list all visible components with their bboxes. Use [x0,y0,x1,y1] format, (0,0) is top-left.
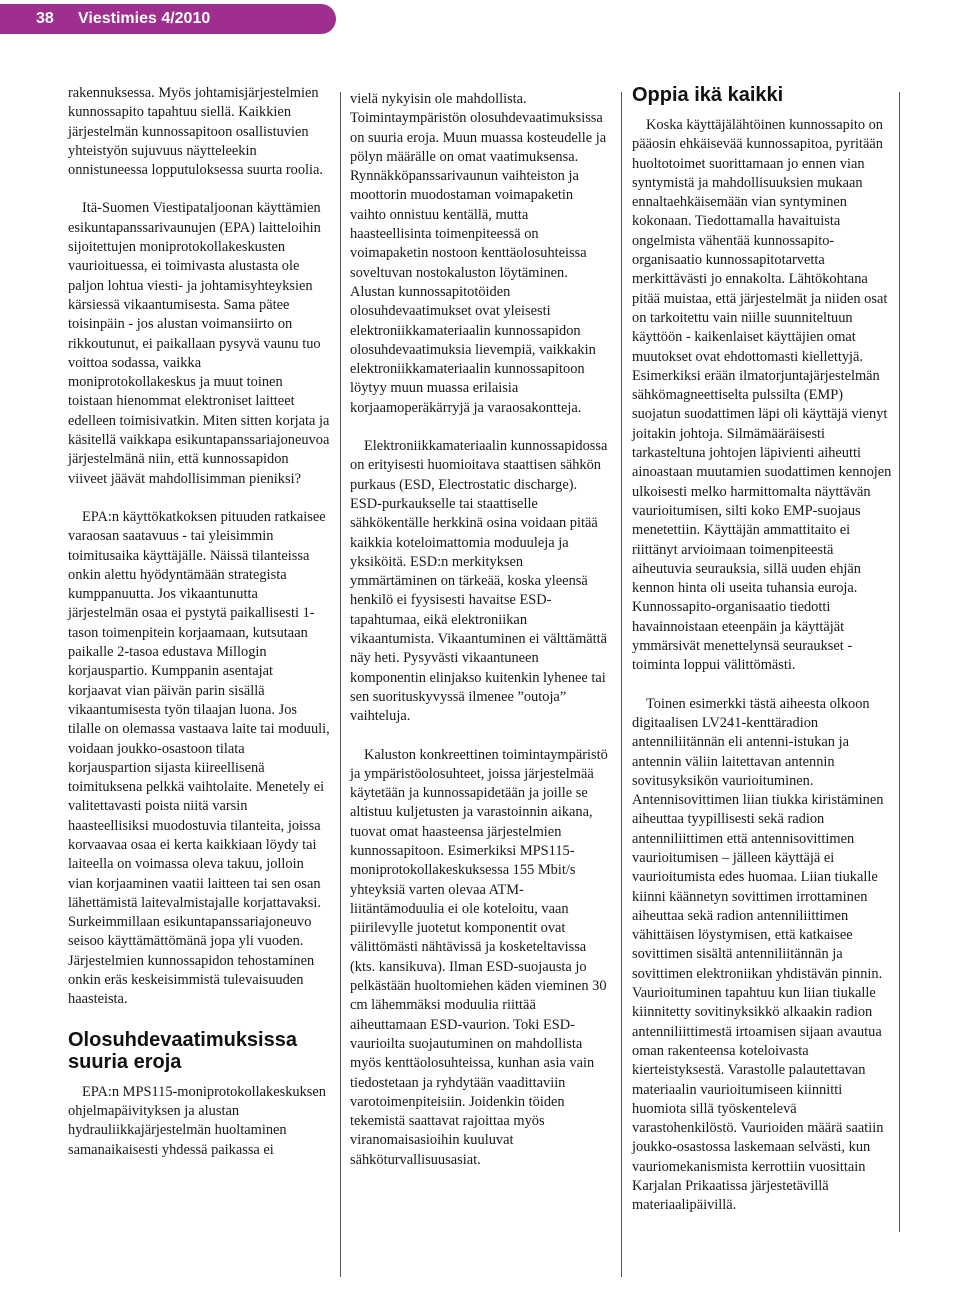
page-header-bar [0,4,336,34]
column-divider [899,92,900,1232]
section-heading: Olosuhdevaatimuksissa suuria eroja [68,1028,297,1073]
paragraph: rakennuksessa. Myös johtamisjärjestelmien kunnossapito tapahtuu siellä. Kaikkien järjestelmän kunnossapitoon osallistuvien yhteistyön sujuvuus näytteleekin onnistuneessa lopputuloksessa suurta roolia. [68,85,323,179]
paragraph: Toinen esimerkki tästä aiheesta olkoon digitaalisen LV241-kenttäradion antenniliitännän eli antenni-istukan ja antennin väliin laitettavan antennin sovitusyksikön vaurioituminen. Antennisovittimen liian tiukka kiristäminen aiheuttaa tyypillisesti sekä radion antenniliittimen että antennisovittimen vaurioitumisen – jälleen käyttäjä ei vaurioitumista edes huomaa. Liian tiukalle kiinni käännetyn sovittimen irrottaminen aiheuttaa sekä radion antenniliittimen vähittäisen löystymisen, että katkaisee sovittimen sisältä antenniliitännän ja sovittimen elektroniikan yhdistävän pinnin. Vaurioituminen tapahtuu kun liian tiukalle kiinnitetty sovitinyksikkö alkaakin radion antenniliittimestä irtoamisen sijaan avautua oman rakenteensa koteloivasta kierteistyksestä. Varastolle palautettavan materiaalin vaurioitumiseen kiinnitti huomiota sillä työskentelevä varastohenkilöstö. Vaurioiden määrä saatiin joukko-osastossa laskemaan selvästi, kun vauriomekanismista kerrottiin vuosittain Karjalan Prikaatissa järjestetävillä materiaalipäivillä. [632,695,884,1214]
text-column-2 [350,90,612,1189]
text-column-1 [68,84,330,1179]
page-number: 38 [36,10,54,27]
paragraph: EPA:n käyttökatkoksen pituuden ratkaisee varaosan saatavuus - tai yleisimmin toimitusaika käyttäjälle. Näissä tilanteissa onkin alettu hyödyntämään strategista kumppanuutta. Jos vikaantunutta järjestelmän osaa ei pystytä paikallisesti 1-tason toimenpitein korjaamaan, kutsutaan paikalle 2-tasoa edustava Millogin korjauspartio. Kumppanin asentajat korjaavat vian päivän parin sisällä vikaantumisesta työn tilaajan luona. Jos tilalle on olemassa vastaava laite tai moduuli, voidaan joukko-osastoon tilata korjauspartion sijasta kiireellisenä toimituksena pelkkä vaihtolaite. Menetely ei valitettavasti poista niitä varsin haasteellisiksi muodostuvia tilanteita, joissa korvaavaa osaa ei kerta kaikkiaan löydy tai laiteella on voimassa oleva takuu, jolloin vian korjaaminen vaatii laitteen tai sen osan lähettämistä laitevalmistajalle korjattavaksi. Surkeimmillaan esikuntapanssariajoneuvo seisoo käyttämättömänä jopa yli vuoden. Järjestelmien kunnossapidon tehostaminen onkin eräs keskeisimmistä tulevaisuuden haasteista. [68,508,330,1008]
paragraph: EPA:n MPS115-moniprotokollakeskuksen ohjelmapäivityksen ja alustan hydrauliikkajärjestelmän huoltaminen samanaikaisesti yhdessä paikassa ei [68,1083,326,1158]
paragraph: Koska käyttäjälähtöinen kunnossapito on pääosin ehkäisevää kunnossapitoa, pyritään huoltotoimet suorittamaan jo ennen vian syntymistä ja mahdollisuuksien mukaan ennaltaehkäisemään vian syntyminen kokonaan. Tiedottamalla havaituista ongelmista vähentää kunnossapito-organisaatio kunnossapitotarvetta merkittävästi jo ennakolta. Lähtökohtana pitää muistaa, että järjestelmät ja niiden osat on tarkoitettu vain niille suunniteltuun käyttöön - kaikenlaiset käyttäjien omat muutokset ovat ehdottomasti kiellettyjä. Esimerkiksi erään ilmatorjuntajärjestelmän sähkömagneettiselta pulssilta (EMP) suojatun suodattimen läpi oli käyttäjä vienyt joitakin johtoja. Silmämääräisesti tarkasteltuna johtojen läpivienti aiheutti ainoastaan muutamien suodattimen kennojen ulkoisesti melko harmittomalta näyttävän vaurioitumisen, silti koko EMP-suojaus menetettiin. Käyttäjän ammattitaito ei riittänyt arvioimaan toimenpiteestä aiheutuvia seurauksia, sillä uuden ehjän kennon hinta oli useita tuhansia euroja. Kunnossapito-organisaatio tiedotti havainnoistaan eteenpäin ja käyttäjät ymmärsivät menettelynsä seuraukset - toiminta loppui välittömästi. [632,117,892,674]
section-heading: Oppia ikä kaikki [632,84,784,106]
text-column-3 [632,84,894,1235]
paragraph: Kaluston konkreettinen toimintaympäristö ja ympäristöolosuhteet, joissa järjestelmää käytetään ja kunnossapidetään ja joille se altistuu kuljetusten ja varastoinnin aikana, tuovat omat haasteensa järjestelmien kunnossapitoon. Esimerkiksi MPS115-moniprotokollakeskuksessa 155 Mbit/s yhteyksiä varten olevaa ATM-liitäntämoduulia ei ole koteloitu, vaan piirilevylle juotetut komponentit ovat välittömästi nähtävissä ja kosketeltavissa (kts. kansikuva). Ilman ESD-suojausta jo pelkästään huoltomiehen käden vieminen 30 cm lähemmäksi moduulia riittää aiheuttamaan ESD-vaurion. Toki ESD-vaurioilta suojautuminen on mahdollista myös kenttäolosuhteissa, kunhan asia vain tiedostetaan ja ryhdytään vaadittaviin varotoimenpiteisiin. Joidenkin töiden tekemistä saattavat rajoittaa myös viranomaisasioihin kuuluvat sähköturvallisuusasiat. [350,746,608,1168]
paragraph: Itä-Suomen Viestipataljoonan käyttämien esikuntapanssarivaunujen (EPA) laitteloihin sijoitettujen moniprotokollakeskusten vaurioituessa, ei toimivasta alustasta ole paljon lohtua viesti- ja johtamisyhteyksien kärsiessä vikaantumisesta. Sama pätee toisinpäin - jos alustan voimansiirto on rikkoutunut, ei paikallaan pysyvä vaunu tuo voittoa sodassa, vaikka moniprotokollakeskus ja muut toinen toistaan hienommat elektroniset laitteet edelleen toimisivatkin. Miten sitten korjata ja käsitellä vaikkapa esikuntapanssariajoneuvoa järjestelmänä niin, että kunnossapidon viiveet jäävät mahdollisimman pieniksi? [68,200,330,487]
paragraph: Elektroniikkamateriaalin kunnossapidossa on erityisesti huomioitava staattisen sähkön purkaus (ESD, Electrostatic discharge). ESD-purkaukselle tai staattiselle sähkökentälle herkkinä osina voidaan pitää kaikkia koteloimattomia moduuleja ja yksiköitä. ESD:n merkityksen ymmärtäminen on tärkeää, koska yleensä henkilö ei fyysisesti havaitse ESD-tapahtumaa, eikä elektroniikan vikaantumista. Vikaantuminen ei välttämättä näy heti. Pysyvästi vikaantuneen komponentin elinjakso kuitenkin lyhenee tai sen suorituskyvyssä ilmenee ”outoja” vaihteluja. [350,438,608,725]
paragraph: vielä nykyisin ole mahdollista. Toimintaympäristön olosuhdevaatimuksissa on suuria eroja. Muun muassa kosteudelle ja pölyn määrälle on omat vaatimuksensa. Rynnäkköpanssarivaunun vaihteiston ja moottorin muodostaman voimapaketin vaihto onnistuu kentällä, mutta haasteellisinta toimenpiteessä on voimapaketin nostoon kenttäolosuhteissa soveltuvan nostokaluston löytäminen. Alustan kunnossapitotöiden olosuhdevaatimukset ovat yleisesti elektroniikkamateriaalin kunnossapidon olosuhdevaatimuksia lievempiä, vaikkakin elektroniikkamateriaalin kunnossapitoon löytyy muun muassa erilaisia korjaamoperäkärryjä ja varaosakontteja. [350,91,607,416]
issue-label: Viestimies 4/2010 [78,10,211,27]
column-divider [621,92,622,1277]
column-divider [340,92,341,1277]
